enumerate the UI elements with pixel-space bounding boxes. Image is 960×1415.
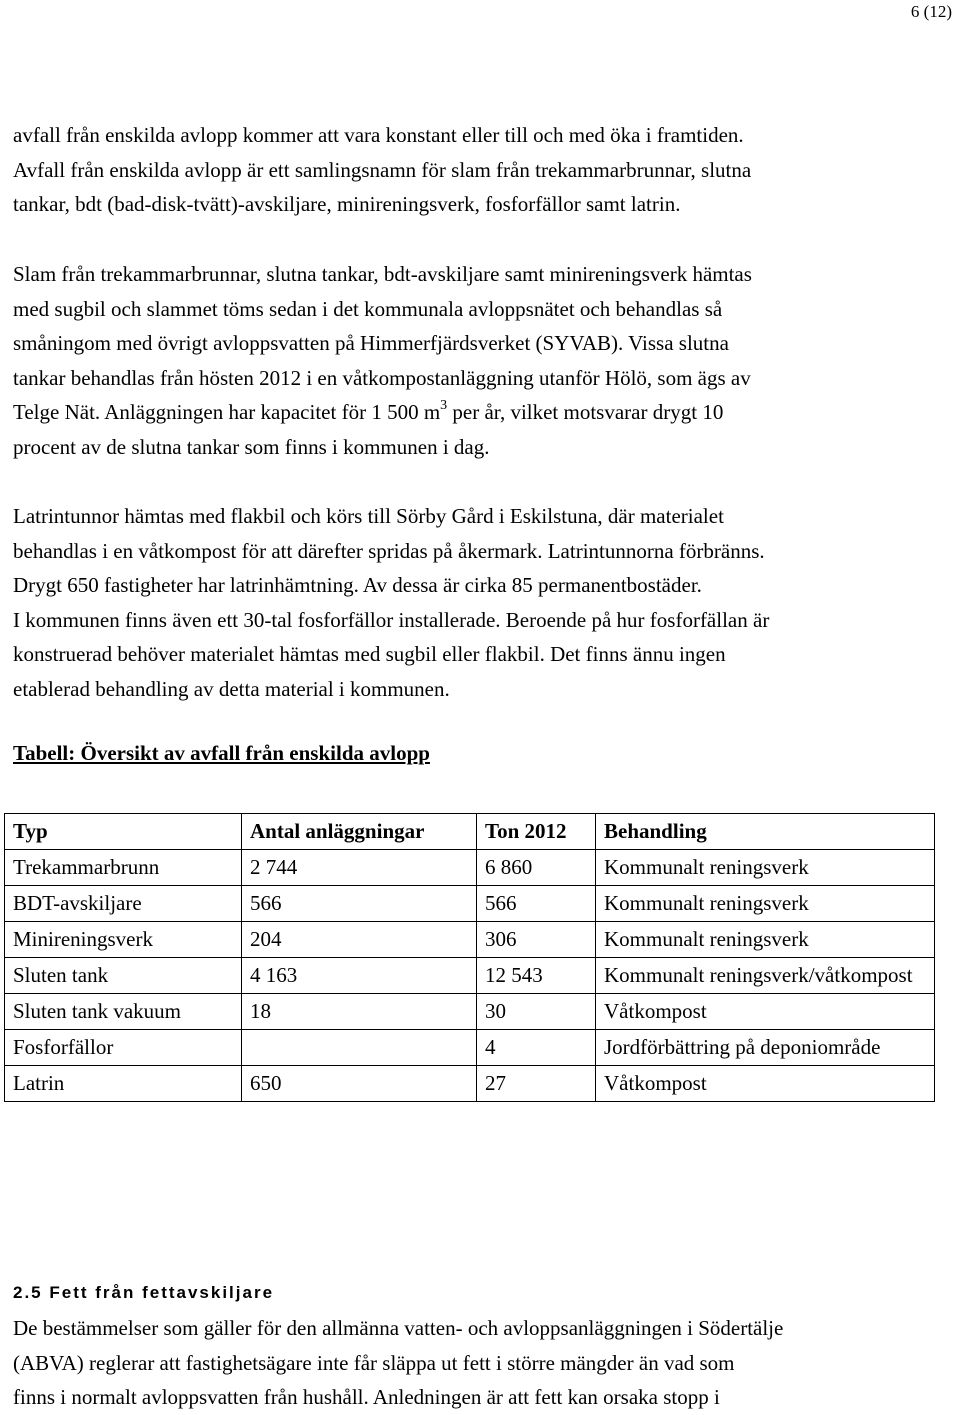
table-row: [5, 994, 935, 1030]
text-line: tankar, bdt (bad-disk-tvätt)-avskiljare, minireningsverk, fosforfällor samt latrin.: [13, 192, 681, 216]
paragraph-slam: [13, 257, 948, 464]
paragraph-avfall-intro: [13, 118, 948, 222]
text-segment: per år, vilket motsvarar drygt 10: [447, 400, 724, 424]
cell-antal: 4 163: [242, 958, 477, 994]
text-line: I kommunen finns även ett 30-tal fosforfällor installerade. Beroende på hur fosforfällan är: [13, 607, 770, 632]
cell-typ: Minireningsverk: [5, 922, 242, 958]
superscript: 3: [440, 398, 448, 413]
text-line: Slam från trekammarbrunnar, slutna tankar, bdt-avskiljare samt minireningsverk hämtas: [13, 262, 752, 286]
text-line: De bestämmelser som gäller för den allmänna vatten- och avloppsanläggningen i Södertälje: [13, 1316, 784, 1340]
cell-ton: 306: [477, 922, 596, 958]
text-line: [13, 395, 948, 430]
table-row: [5, 922, 935, 958]
cell-antal: 18: [242, 994, 477, 1030]
text-line: småningom med övrigt avloppsvatten på Himmerfjärdsverket (SYVAB). Vissa slutna: [13, 331, 729, 355]
cell-typ: BDT-avskiljare: [5, 886, 242, 922]
text-line: (ABVA) reglerar att fastighetsägare inte får släppa ut fett i större mängder än vad som: [13, 1350, 735, 1375]
cell-typ: Fosforfällor: [5, 1030, 242, 1066]
cell-typ: Sluten tank vakuum: [5, 994, 242, 1030]
cell-ton: 27: [477, 1066, 596, 1102]
text-segment: Telge Nät. Anläggningen har kapacitet för 1 500 m: [13, 400, 441, 424]
table-row: [5, 1030, 935, 1066]
cell-ton: 30: [477, 994, 596, 1030]
cell-typ: Latrin: [5, 1066, 242, 1102]
cell-behandling: Kommunalt reningsverk: [596, 922, 935, 958]
cell-antal: 204: [242, 922, 477, 958]
page-number: 6 (12): [910, 2, 952, 21]
cell-behandling: Våtkompost: [596, 994, 935, 1030]
table-header-row: [5, 814, 935, 850]
cell-ton: 12 543: [477, 958, 596, 994]
cell-typ: Trekammarbrunn: [5, 850, 242, 886]
table-row: [5, 850, 935, 886]
table-row: [5, 1066, 935, 1102]
header-typ: Typ: [5, 814, 242, 850]
header-ton: Ton 2012: [477, 814, 596, 850]
cell-behandling: Kommunalt reningsverk/våtkompost: [596, 958, 935, 994]
text-line: avfall från enskilda avlopp kommer att vara konstant eller till och med öka i framtiden.: [13, 123, 744, 147]
text-line: procent av de slutna tankar som finns i kommunen i dag.: [13, 434, 490, 459]
text-line: behandlas i en våtkompost för att därefter spridas på åkermark. Latrintunnorna förbränns.: [13, 538, 765, 563]
header-behandling: Behandling: [596, 814, 935, 850]
text-line: Avfall från enskilda avlopp är ett samlingsnamn för slam från trekammarbrunnar, slutna: [13, 157, 752, 182]
cell-antal: 650: [242, 1066, 477, 1102]
cell-antal: [242, 1030, 477, 1066]
cell-typ: Sluten tank: [5, 958, 242, 994]
cell-ton: 566: [477, 886, 596, 922]
table-row: [5, 958, 935, 994]
paragraph-latrin: [13, 499, 948, 706]
text-line: Latrintunnor hämtas med flakbil och körs till Sörby Gård i Eskilstuna, där materialet: [13, 504, 724, 528]
cell-behandling: Våtkompost: [596, 1066, 935, 1102]
cell-antal: 2 744: [242, 850, 477, 886]
text-line: etablerad behandling av detta material i kommunen.: [13, 676, 450, 701]
text-line: konstruerad behöver materialet hämtas med sugbil eller flakbil. Det finns ännu ingen: [13, 642, 726, 666]
header-antal: Antal anläggningar: [242, 814, 477, 850]
text-line: med sugbil och slammet töms sedan i det kommunala avloppsnätet och behandlas så: [13, 296, 723, 321]
cell-behandling: Kommunalt reningsverk: [596, 850, 935, 886]
overview-table: [4, 813, 935, 1102]
cell-ton: 6 860: [477, 850, 596, 886]
text-line: Drygt 650 fastigheter har latrinhämtning. Av dessa är cirka 85 permanentbostäder.: [13, 573, 702, 597]
table-title: Tabell: Översikt av avfall från enskilda avlopp: [13, 741, 430, 765]
section-heading: 2.5 Fett från fettavskiljare: [13, 1283, 275, 1302]
cell-ton: 4: [477, 1030, 596, 1066]
text-line: finns i normalt avloppsvatten från hushåll. Anledningen är att fett kan orsaka stopp i: [13, 1385, 720, 1409]
cell-behandling: Kommunalt reningsverk: [596, 886, 935, 922]
cell-behandling: Jordförbättring på deponiområde: [596, 1030, 935, 1066]
cell-antal: 566: [242, 886, 477, 922]
table-row: [5, 886, 935, 922]
text-line: tankar behandlas från hösten 2012 i en våtkompostanläggning utanför Hölö, som ägs av: [13, 365, 751, 390]
paragraph-fett: [13, 1311, 948, 1415]
